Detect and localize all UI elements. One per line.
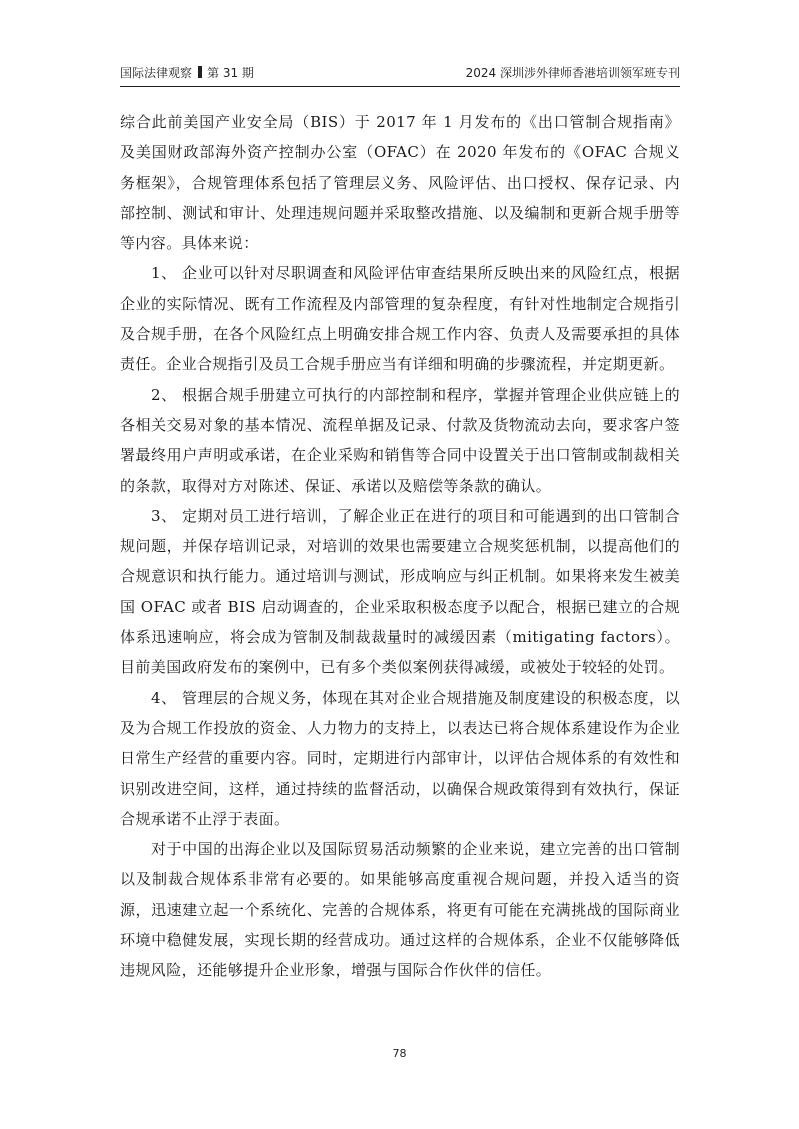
special-issue-title: 2024 深圳涉外律师香港培训领军班专刊: [465, 66, 680, 80]
header-left: [120, 64, 254, 82]
running-header: [120, 64, 680, 87]
article-body: [120, 107, 680, 986]
point-4-paragraph: 4、 管理层的合规义务，体现在其对企业合规措施及制度建设的积极态度，以及为合规工作投放的资金、人力物力的支持上，以表达已将合规体系建设作为企业日常生产经营的重要内容。同时，定期进行内部审计，以评估合规体系的有效性和识别改进空间，这样，通过持续的监督活动，以确保合规政策得到有效执行，保证合规承诺不止浮于表面。: [120, 688, 680, 828]
point-2-paragraph: 2、 根据合规手册建立可执行的内部控制和程序，掌握并管理企业供应链上的各相关交易对象的基本情况、流程单据及记录、付款及货物流动去向，要求客户签署最终用户声明或承诺，在企业采购和销售等合同中设置关于出口管制或制裁相关的条款，取得对方对陈述、保证、承诺以及赔偿等条款的确认。: [120, 385, 680, 495]
page-number: 78: [392, 1047, 407, 1060]
separator-bar-icon: [198, 66, 202, 78]
intro-paragraph: 综合此前美国产业安全局（BIS）于 2017 年 1 月发布的《出口管制合规指南》及美国财政部海外资产控制办公室（OFAC）在 2020 年发布的《OFAC 合规义务框架》，合规管理体系包括了管理层义务、风险评估、出口授权、保存记录、内部控制、测试和审计、处理违规问题并采取整改措施、以及编制和更新合规手册等等内容。具体来说：: [120, 113, 680, 253]
point-3-paragraph: 3、 定期对员工进行培训，了解企业正在进行的项目和可能遇到的出口管制合规问题，并保存培训记录，对培训的效果也需要建立合规奖惩机制，以提高他们的合规意识和执行能力。通过培训与测试，形成响应与纠正机制。如果将来发生被美国 OFAC 或者 BIS 启动调查的，企业采取积极态度予以配合，根据已建立的合规体系迅速响应，将会成为管制及制裁裁量时的减缓因素（mitigating factors）。目前美国政府发布的案例中，已有多个类似案例获得减缓，或被处于较轻的处罚。: [120, 506, 680, 677]
point-1-paragraph: 1、 企业可以针对尽职调查和风险评估审查结果所反映出来的风险红点，根据企业的实际情况、既有工作流程及内部管理的复杂程度，有针对性地制定合规指引及合规手册，在各个风险红点上明确安排合规工作内容、负责人及需要承担的具体责任。企业合规指引及员工合规手册应当有详细和明确的步骤流程，并定期更新。: [120, 264, 680, 374]
issue-number: 第 31 期: [207, 66, 254, 80]
journal-title: 国际法律观察: [120, 66, 193, 80]
conclusion-paragraph: 对于中国的出海企业以及国际贸易活动频繁的企业来说，建立完善的出口管制以及制裁合规体系非常有必要的。如果能够高度重视合规问题，并投入适当的资源，迅速建立起一个系统化、完善的合规体系，将更有可能在充满挑战的国际商业环境中稳健发展，实现长期的经营成功。通过这样的合规体系，企业不仅能够降低违规风险，还能够提升企业形象，增强与国际合作伙伴的信任。: [120, 840, 680, 980]
